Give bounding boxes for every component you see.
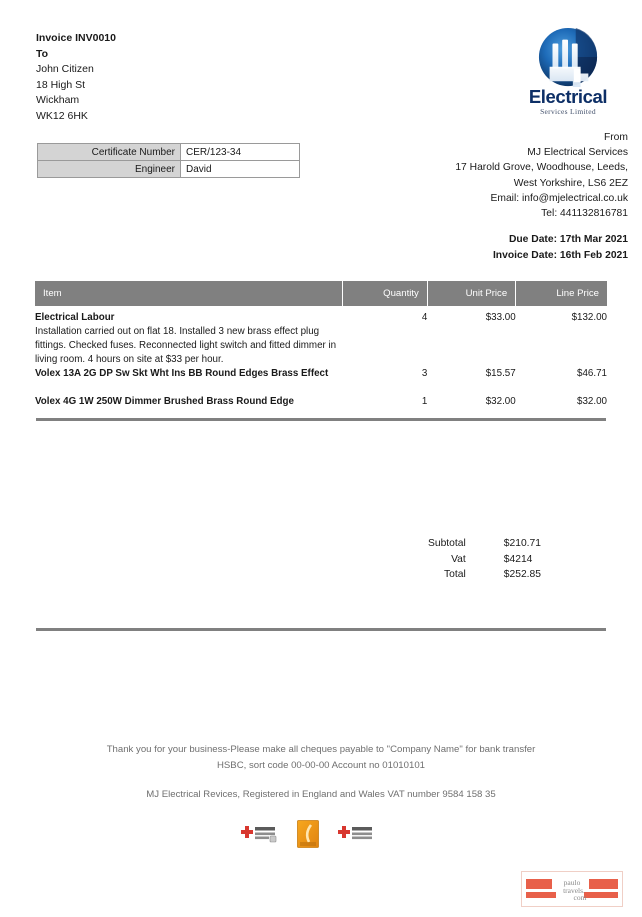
from-address-line-1: 17 Harold Grove, Woodhouse, Leeds, <box>455 162 628 174</box>
column-header-line-price: Line Price <box>516 281 607 306</box>
item-description: Installation carried out on flat 18. Installed 3 new brass effect plug fittings. Checked fuses. Reconnected light switch and fitted dimmer in living room. 4 hours on site at $33 per hour. <box>35 326 337 365</box>
item-unit-price: $33.00 <box>485 312 516 323</box>
total-value: $252.85 <box>503 569 541 580</box>
paulo-travels-com-watermark <box>521 871 623 907</box>
vat-value: $4214 <box>503 553 533 565</box>
table-row <box>35 311 607 367</box>
logo-tagline: Services Limited <box>540 107 596 116</box>
from-address-block <box>268 130 628 221</box>
column-header-item: Item <box>35 281 342 306</box>
total-label: Total <box>444 569 466 580</box>
certificate-number-label: Certificate Number <box>38 144 181 161</box>
table-row <box>38 161 300 178</box>
customer-postcode: WK12 6HK <box>36 109 88 122</box>
from-email: Email: info@mjelectrical.co.uk <box>490 192 628 204</box>
watermark-text-line-1: paulo <box>563 878 581 887</box>
item-title: Electrical Labour <box>35 312 115 323</box>
payment-instructions-line-1: Thank you for your business-Please make all cheques payable to "Company Name" for bank transfer <box>106 744 536 755</box>
electrical-plug-circle-logo-icon <box>537 26 599 88</box>
subtotal-label: Subtotal <box>427 538 466 549</box>
customer-address-line-2: Wickham <box>36 94 80 106</box>
to-label: To <box>36 47 49 60</box>
certification-badges <box>240 818 375 850</box>
item-cell <box>35 367 342 381</box>
red-cross-certificate-badge-2-icon <box>337 823 375 845</box>
company-logo <box>512 26 624 122</box>
amber-square-badge-icon <box>297 820 319 848</box>
logo-wordmark: Electrical <box>528 86 608 107</box>
engineer-value: David <box>181 161 300 178</box>
item-unit-price: $32.00 <box>485 396 516 407</box>
item-unit-price: $15.57 <box>485 368 516 379</box>
column-header-quantity: Quantity <box>342 281 427 306</box>
from-company: MJ Electrical Services <box>527 147 628 159</box>
item-quantity: 3 <box>421 368 428 379</box>
invoice-header <box>0 0 642 125</box>
item-line-price: $32.00 <box>577 396 607 407</box>
vat-row <box>418 552 568 568</box>
company-registration-note: MJ Electrical Revices, Registered in England and Wales VAT number 9584 158 35 <box>146 789 496 800</box>
item-title: Volex 13A 2G DP Sw Skt Wht Ins BB Round Edges Brass Effect <box>35 368 329 379</box>
watermark-text-line-3: com <box>573 893 587 902</box>
divider-above-footer <box>36 628 606 631</box>
vat-label: Vat <box>451 553 466 565</box>
certificate-number-value: CER/123-34 <box>181 144 300 161</box>
row-spacer <box>35 381 607 395</box>
watermark-text-line-2: travels. <box>563 886 585 895</box>
payment-instructions-line-2: HSBC, sort code 00-00-00 Account no 01010101 <box>216 760 425 771</box>
item-cell <box>35 395 342 409</box>
item-line-price: $46.71 <box>577 368 607 379</box>
divider-above-totals <box>36 418 606 421</box>
item-quantity: 4 <box>421 312 428 323</box>
certificate-details-table <box>37 143 300 178</box>
due-date: Due Date: 17th Mar 2021 <box>508 234 628 245</box>
item-line-price: $132.00 <box>571 312 607 323</box>
line-items-table <box>35 281 607 409</box>
table-row <box>35 395 607 409</box>
item-cell <box>35 311 342 367</box>
item-quantity: 1 <box>421 396 428 407</box>
customer-name: John Citizen <box>36 63 94 75</box>
invoice-date: Invoice Date: 16th Feb 2021 <box>492 249 628 261</box>
invoice-number: Invoice INV0010 <box>36 32 116 44</box>
total-row <box>418 567 568 583</box>
red-cross-certificate-badge-icon <box>240 823 278 845</box>
from-address-line-2: West Yorkshire, LS6 2EZ <box>513 177 628 189</box>
from-telephone: Tel: 441132816781 <box>541 208 628 220</box>
customer-address-line-1: 18 High St <box>36 78 86 91</box>
table-row <box>38 144 300 161</box>
engineer-label: Engineer <box>38 161 181 178</box>
table-header-row <box>35 281 607 306</box>
paulo-travels-com-watermark-icon <box>522 872 622 906</box>
column-header-unit-price: Unit Price <box>427 281 515 306</box>
table-row-spacer <box>35 381 607 395</box>
from-label: From <box>603 132 628 143</box>
subtotal-value: $210.71 <box>503 538 541 549</box>
bill-to-block <box>36 31 116 124</box>
payment-instructions <box>36 742 606 774</box>
item-title: Volex 4G 1W 250W Dimmer Brushed Brass Round Edge <box>35 396 294 407</box>
totals-block <box>418 536 568 583</box>
table-row <box>35 367 607 381</box>
invoice-dates-block <box>268 232 628 263</box>
subtotal-row <box>418 536 568 552</box>
